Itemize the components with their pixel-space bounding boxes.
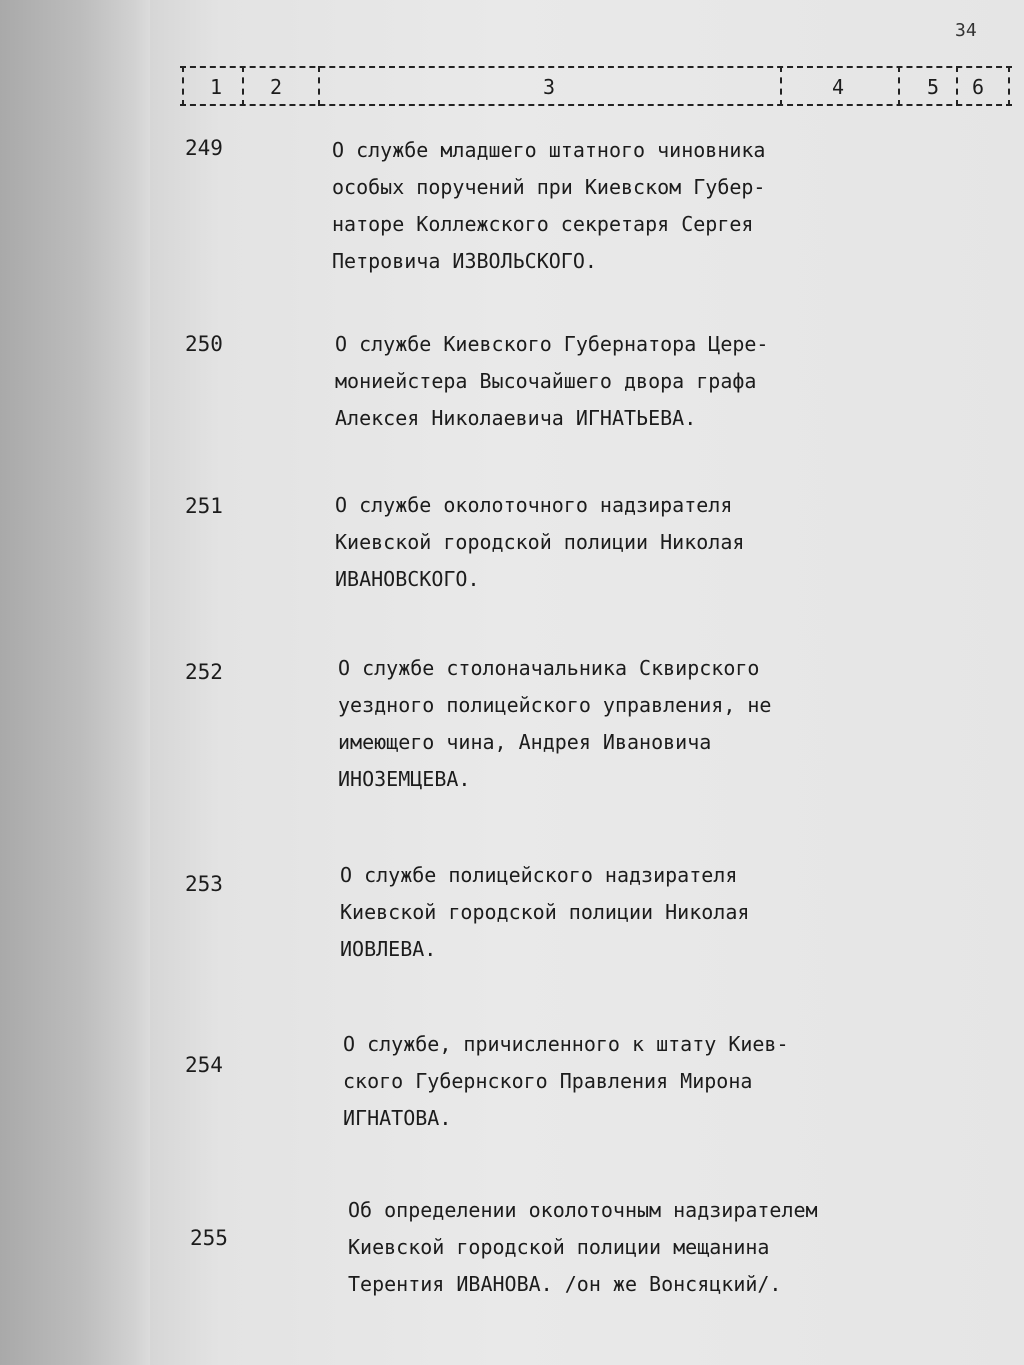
entry-text: О службе младшего штатного чиновника особых поручений при Киевском Губер- наторе Коллежского секретаря Сергея Петровича ИЗВОЛЬСКОГО. <box>332 138 766 273</box>
entry-number: 250 <box>185 332 223 356</box>
header-bottom-rule <box>180 104 1012 106</box>
entry-text: О службе Киевского Губернатора Цере- мониейстера Высочайшего двора графа Алексея Николаевича ИГНАТЬЕВА. <box>335 332 769 430</box>
page-number: 34 <box>955 20 977 41</box>
column-number: 1 <box>210 75 223 99</box>
header-divider <box>318 66 320 106</box>
entry-number: 249 <box>185 136 223 160</box>
header-divider <box>1008 66 1010 106</box>
entry-number: 254 <box>185 1053 223 1077</box>
header-divider <box>956 66 958 106</box>
entry-text: О службе околоточного надзирателя Киевской городской полиции Николая ИВАНОВСКОГО. <box>335 493 745 591</box>
header-divider <box>242 66 244 106</box>
entry-number: 252 <box>185 660 223 684</box>
column-number: 3 <box>543 75 556 99</box>
entry-number: 253 <box>185 872 223 896</box>
table-header <box>180 66 1012 108</box>
entry-text: О службе полицейского надзирателя Киевской городской полиции Николая ИОВЛЕВА. <box>340 863 750 961</box>
header-divider <box>898 66 900 106</box>
entry-number: 251 <box>185 494 223 518</box>
entry-text: О службе столоначальника Сквирского уездного полицейского управления, не имеющего чина, Андрея Ивановича ИНОЗЕМЦЕВА. <box>338 656 772 791</box>
column-number: 6 <box>972 75 985 99</box>
header-divider <box>182 66 184 106</box>
column-number: 2 <box>270 75 283 99</box>
book-spine-shadow <box>0 0 150 1365</box>
entry-number: 255 <box>190 1226 228 1250</box>
entry-text: О службе, причисленного к штату Киев- ского Губернского Правления Мирона ИГНАТОВА. <box>343 1032 789 1130</box>
column-number: 5 <box>927 75 940 99</box>
entry-text: Об определении околоточным надзирателем Киевской городской полиции мещанина Терентия ИВАНОВА. /он же Вонсяцкий/. <box>348 1198 818 1296</box>
header-divider <box>780 66 782 106</box>
header-top-rule <box>180 66 1012 68</box>
column-number: 4 <box>832 75 845 99</box>
